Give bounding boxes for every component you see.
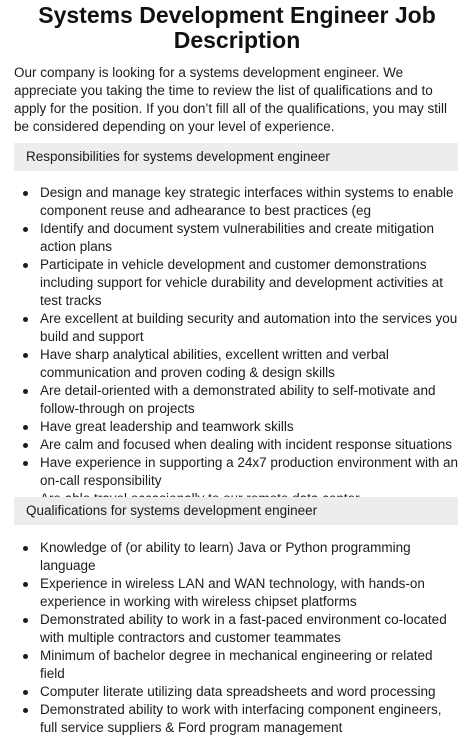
list-item bbox=[14, 220, 460, 256]
list-item-text: Demonstrated ability to work in a fast-paced environment co-located with multiple contractors and customer teammates bbox=[40, 612, 447, 645]
list-item-text: Are excellent at building security and automation into the services you build and support bbox=[40, 311, 458, 344]
list-item-text: Are calm and focused when dealing with incident response situations bbox=[40, 437, 452, 452]
list-item bbox=[14, 184, 460, 220]
qualifications-list bbox=[14, 539, 460, 737]
list-item bbox=[14, 647, 460, 683]
bullet-icon bbox=[23, 317, 28, 322]
list-item bbox=[14, 454, 460, 490]
responsibilities-list bbox=[14, 184, 460, 508]
list-item-text: Have experience in supporting a 24x7 production environment with an on-call responsibility bbox=[40, 455, 459, 488]
bullet-icon bbox=[23, 690, 28, 695]
list-item-text: Have great leadership and teamwork skills bbox=[40, 419, 294, 434]
intro-paragraph: Our company is looking for a systems development engineer. We appreciate you taking the time to review the list of qualifications and to apply for the position. If you don’t fill all of the qualifications, you may still be considered depending on your level of experience. bbox=[14, 65, 447, 134]
list-item bbox=[14, 346, 460, 382]
bullet-icon bbox=[23, 618, 28, 623]
list-item-text: Knowledge of (or ability to learn) Java or Python programming language bbox=[40, 540, 411, 573]
bullet-icon bbox=[23, 582, 28, 587]
list-item bbox=[14, 575, 460, 611]
bullet-icon bbox=[23, 443, 28, 448]
list-item bbox=[14, 256, 460, 310]
list-item-text: Are detail-oriented with a demonstrated ability to self-motivate and follow-through on projects bbox=[40, 383, 436, 416]
list-item bbox=[14, 611, 460, 647]
list-item bbox=[14, 683, 460, 701]
list-item bbox=[14, 382, 460, 418]
bullet-icon bbox=[23, 389, 28, 394]
list-item-text: Computer literate utilizing data spreadsheets and word processing bbox=[40, 684, 436, 699]
list-item bbox=[14, 418, 460, 436]
list-item bbox=[14, 701, 460, 737]
bullet-icon bbox=[23, 461, 28, 466]
list-item bbox=[14, 539, 460, 575]
list-item-text: Participate in vehicle development and customer demonstrations including support for vehicle durability and development activities at test tracks bbox=[40, 257, 443, 308]
bullet-icon bbox=[23, 353, 28, 358]
bullet-icon bbox=[23, 263, 28, 268]
bullet-icon bbox=[23, 708, 28, 713]
list-item bbox=[14, 436, 460, 454]
qualifications-heading: Qualifications for systems development engineer bbox=[14, 497, 458, 525]
list-item-text: Identify and document system vulnerabilities and create mitigation action plans bbox=[40, 221, 434, 254]
bullet-icon bbox=[23, 191, 28, 196]
bullet-icon bbox=[23, 425, 28, 430]
responsibilities-heading: Responsibilities for systems development engineer bbox=[14, 143, 458, 171]
bullet-icon bbox=[23, 546, 28, 551]
list-item-text: Minimum of bachelor degree in mechanical engineering or related field bbox=[40, 648, 433, 681]
bullet-icon bbox=[23, 654, 28, 659]
page-title: Systems Development Engineer Job Description bbox=[38, 2, 436, 53]
list-item-text: Experience in wireless LAN and WAN technology, with hands-on experience in working with wireless chipset platforms bbox=[40, 576, 425, 609]
list-item-text: Design and manage key strategic interfaces within systems to enable component reuse and adhearance to best practices (eg bbox=[40, 185, 454, 218]
bullet-icon bbox=[23, 227, 28, 232]
list-item-text: Have sharp analytical abilities, excellent written and verbal communication and proven coding & design skills bbox=[40, 347, 389, 380]
list-item bbox=[14, 310, 460, 346]
list-item-text: Demonstrated ability to work with interfacing component engineers, full service suppliers & Ford program management bbox=[40, 702, 442, 735]
